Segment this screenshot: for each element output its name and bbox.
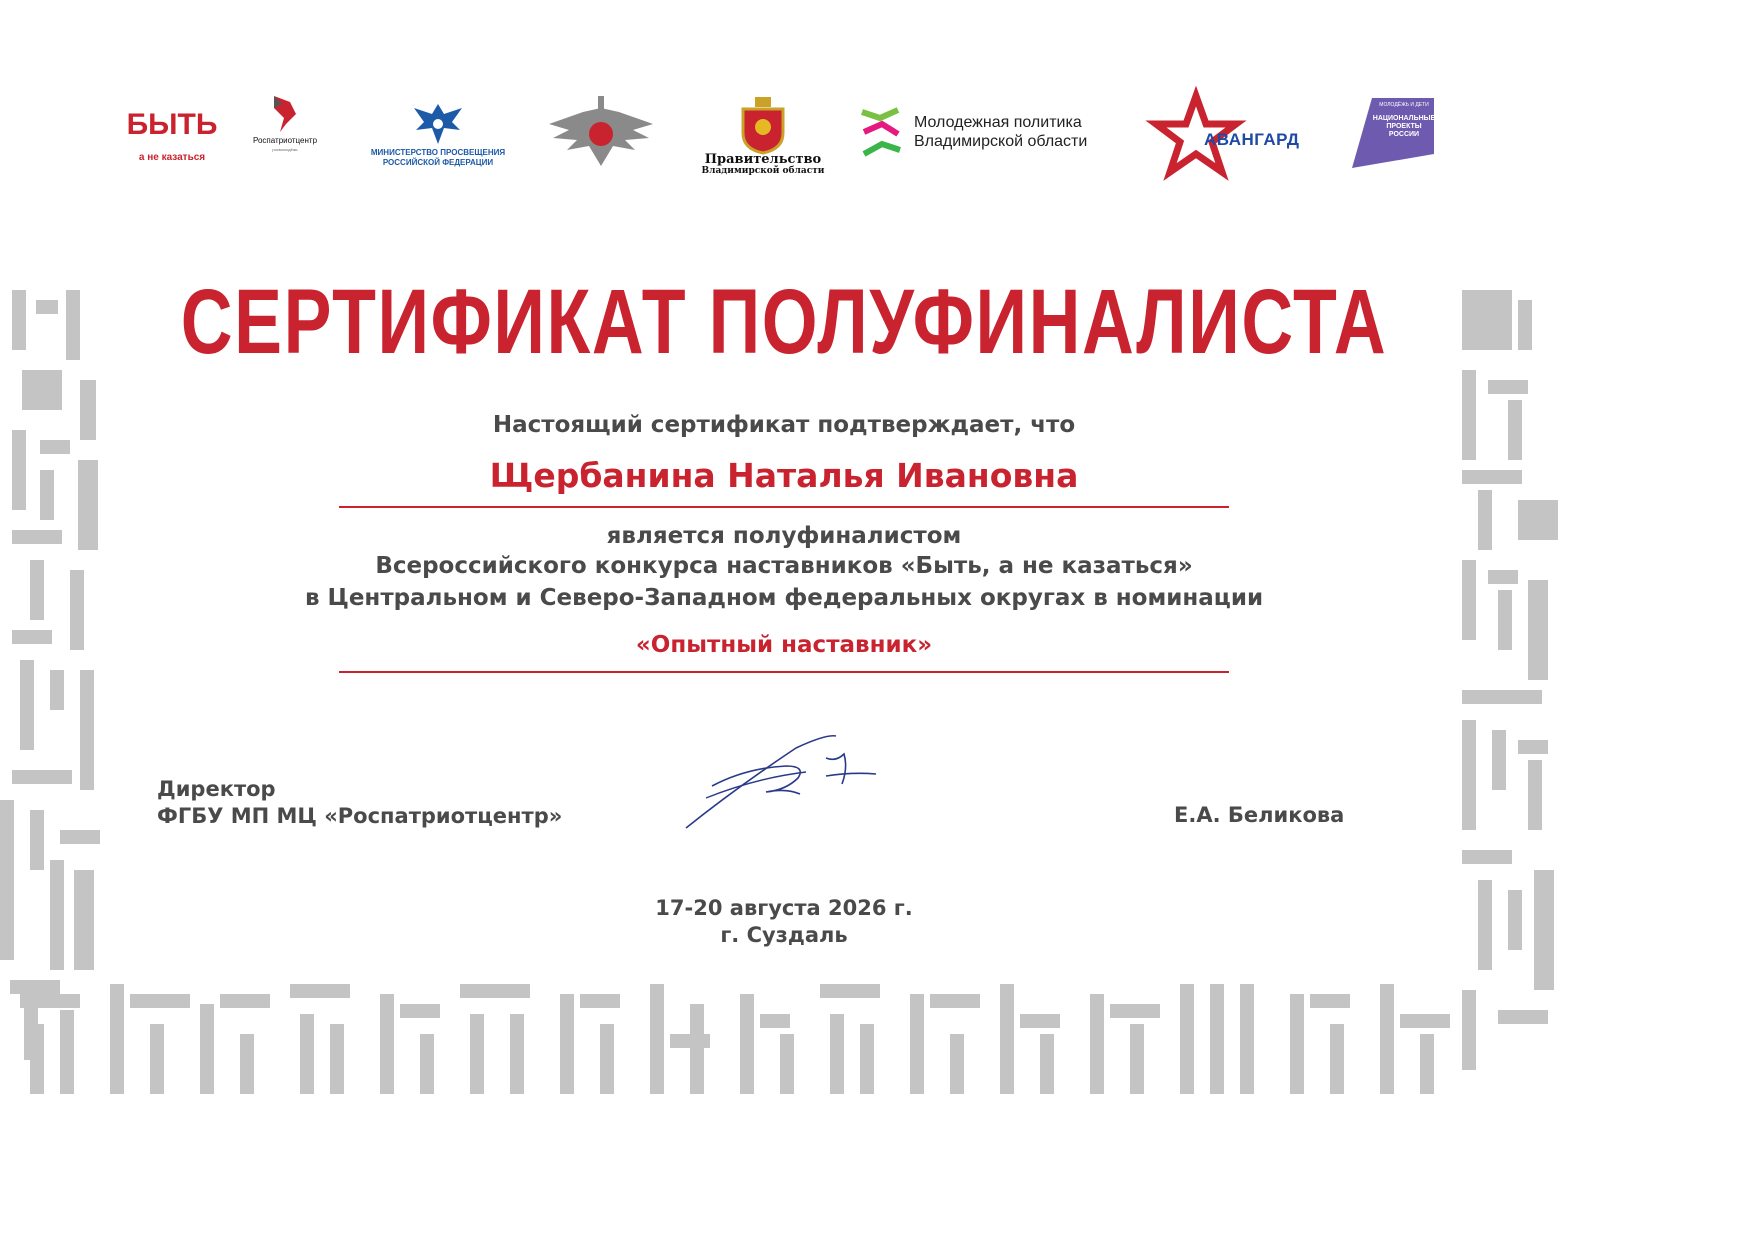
handwritten-signature	[676, 728, 886, 838]
event-date: 17-20 августа 2026 г.	[655, 896, 913, 920]
byt-logo-sub-text: а не казаться	[138, 152, 206, 163]
byt-ne-kazatsya-logo	[126, 94, 218, 172]
defense-ministry-emblem-icon	[543, 94, 659, 170]
vladimir-coat-of-arms-icon	[737, 97, 789, 153]
nacproj-line1: МОЛОДЁЖЬ И ДЕТИ	[1379, 102, 1429, 108]
decorative-pattern-bottom	[0, 974, 1568, 1109]
recipient-name: Щербанина Наталья Ивановна	[489, 456, 1079, 495]
minpros-line1: МИНИСТЕРСТВО ПРОСВЕЩЕНИЯ	[370, 148, 506, 157]
director-role	[157, 776, 562, 830]
avangard-name: АВАНГАРД	[1204, 130, 1300, 149]
certificate-title: СЕРТИФИКАТ ПОЛУФИНАЛИСТА	[180, 271, 1388, 373]
body-line-3: в Центральном и Северо-Западном федеральных округах в номинации	[304, 585, 1264, 611]
nacproj-line3: ПРОЕКТЫ	[1386, 123, 1422, 130]
gov-line1: Правительство	[704, 151, 822, 167]
rospatriotcentr-sub: росмолодёжь	[272, 147, 298, 152]
gov-line2: Владимирской области	[701, 165, 825, 176]
nomination-underline	[339, 671, 1229, 673]
rospatriotcentr-logo	[248, 92, 322, 154]
body-line-2: Всероссийского конкурса наставников «Быть, а не казаться»	[375, 553, 1193, 579]
avangard-logo	[1156, 94, 1316, 174]
eagle-emblem-icon	[408, 100, 468, 148]
director-name: Е.А. Беликова	[1174, 803, 1345, 827]
nacproj-line2: НАЦИОНАЛЬНЫЕ	[1372, 115, 1436, 122]
rospatriotcentr-emblem-icon	[270, 94, 300, 134]
youth-policy-line1: Молодежная политика	[914, 114, 1082, 131]
recipient-underline	[339, 506, 1229, 508]
youth-policy-logo	[858, 104, 1134, 160]
youth-policy-line2: Владимирской области	[914, 133, 1088, 150]
body-line-1: является полуфиналистом	[606, 523, 962, 549]
nacproj-line4: РОССИИ	[1388, 131, 1420, 138]
minpros-line2: РОССИЙСКОЙ ФЕДЕРАЦИИ	[382, 158, 494, 167]
vladimir-government-logo	[700, 94, 826, 178]
certificate-intro: Настоящий сертификат подтверждает, что	[492, 412, 1076, 438]
event-city: г. Суздаль	[720, 923, 848, 947]
minprosveshcheniya-logo	[368, 96, 508, 172]
national-projects-logo	[1350, 96, 1436, 170]
nomination-title: «Опытный наставник»	[635, 632, 933, 658]
youth-policy-emblem-icon	[858, 104, 904, 160]
rospatriotcentr-name: Роспатриотцентр	[252, 136, 318, 145]
byt-logo-main-text: БЫТЬ	[126, 108, 218, 141]
director-role-line1: Директор	[157, 777, 276, 801]
director-role-line2: ФГБУ МП МЦ «Роспатриотцентр»	[157, 804, 563, 828]
